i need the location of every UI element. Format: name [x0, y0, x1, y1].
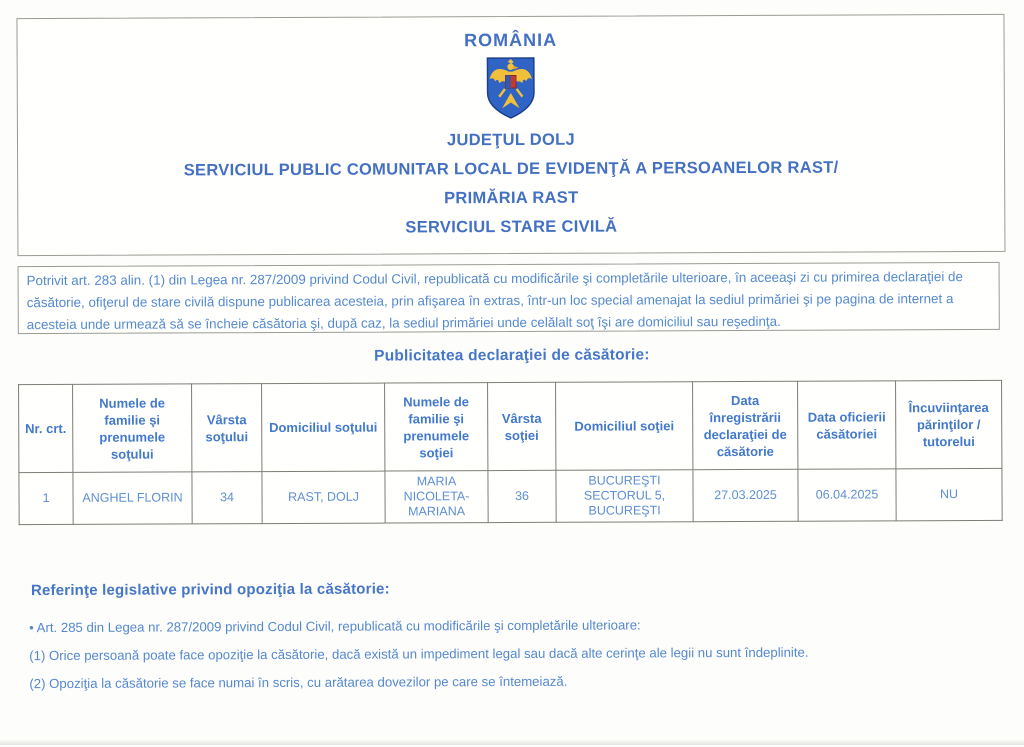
col-header-wife-name: Numele de familie şi prenumele soţiei	[385, 383, 488, 471]
romanian-coat-of-arms-icon	[482, 107, 540, 124]
header-line-county: JUDEŢUL DOLJ	[446, 130, 576, 150]
cell-wife-name: MARIA NICOLETA-MARIANA	[385, 471, 488, 523]
cell-husband-age: 34	[192, 472, 262, 524]
country-title: ROMÂNIA	[464, 29, 558, 51]
references-title: Referinţe legislative privind opoziţia la căsătorie:	[30, 580, 390, 600]
cell-wife-age: 36	[488, 470, 556, 522]
col-header-husband-name: Numele de familie şi prenumele soţului	[73, 384, 192, 473]
header-line-cityhall: PRIMĂRIA RAST	[444, 188, 579, 208]
marriage-declarations-table	[18, 380, 1003, 525]
table-row	[19, 468, 1002, 524]
reference-item: (2) Opoziţia la căsătorie se face numai în scris, cu arătarea dovezilor pe care se întemeiază.	[29, 673, 568, 692]
col-header-declaration-date: Data înregistrării declaraţiei de căsătorie	[693, 381, 798, 469]
legal-notice-box	[18, 262, 1000, 334]
header-line-service: SERVICIUL PUBLIC COMUNITAR LOCAL DE EVIDENŢĂ A PERSOANELOR RAST/	[183, 158, 839, 180]
header-box	[16, 14, 1005, 256]
reference-item: (1) Orice persoană poate face opoziţie la căsătorie, dacă există un impediment legal sau dacă alte cerinţe ale legii nu sunt îndeplinite.	[29, 644, 809, 664]
col-header-parental-consent: Încuviinţarea părinţilor / tutorelui	[896, 380, 1002, 468]
scan-edge-shadow	[0, 739, 1024, 745]
legal-notice-text: Potrivit art. 283 alin. (1) din Legea nr. 287/2009 privind Codul Civil, republicată cu modificările şi completările ulterioare, în aceeaşi zi cu primirea declaraţiei de căsătorie, ofiţerul de stare civilă dispune publicarea acesteia, prin afişarea în extras, într-un loc special amenajat la sediul primăriei şi pe pagina de internet a acesteia unde urmează să se încheie căsătoria şi, după caz, la sediul primăriei unde celălalt soţ îşi are domiciliul sau reşedinţa.	[26, 269, 963, 333]
col-header-husband-domicile: Domiciliul soţului	[262, 383, 385, 472]
coat-of-arms-wrap	[18, 54, 1004, 122]
cell-wife-domicile: BUCUREŞTI SECTORUL 5, BUCUREŞTI	[556, 470, 693, 523]
cell-husband-name: ANGHEL FLORIN	[73, 472, 192, 525]
cell-ceremony-date: 06.04.2025	[798, 469, 896, 521]
section-title: Publicitatea declaraţiei de căsătorie:	[374, 346, 650, 365]
col-header-ceremony-date: Data oficierii căsătoriei	[798, 381, 896, 469]
cell-declaration-date: 27.03.2025	[693, 469, 798, 521]
reference-item: • Art. 285 din Legea nr. 287/2009 privind Codul Civil, republicată cu modificările şi completările ulterioare:	[29, 617, 641, 636]
header-line-civil-status: SERVICIUL STARE CIVILĂ	[405, 217, 618, 237]
references-list	[29, 610, 989, 698]
cell-nr: 1	[19, 472, 73, 524]
table-header-row	[19, 380, 1002, 472]
col-header-wife-age: Vârsta soţiei	[488, 382, 556, 470]
cell-parental-consent: NU	[896, 468, 1002, 520]
cell-husband-domicile: RAST, DOLJ	[262, 471, 385, 524]
col-header-husband-age: Vârsta soţului	[192, 384, 262, 472]
col-header-nr: Nr. crt.	[19, 384, 73, 472]
col-header-wife-domicile: Domiciliul soţiei	[556, 382, 693, 471]
